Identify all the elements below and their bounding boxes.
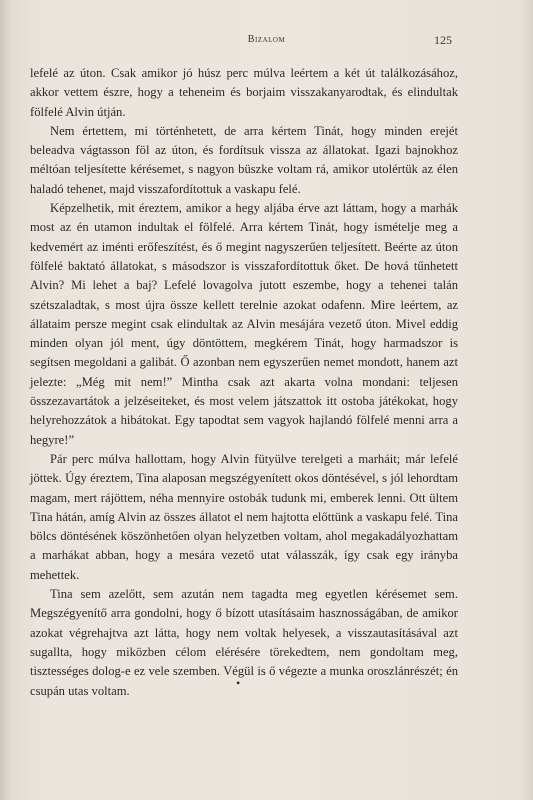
running-head: Bizalom (247, 34, 286, 45)
paragraph: Tina sem azelőtt, sem azután nem tagadta meg egyetlen kérésemet sem. Megszégyenítő arra gondolni, hogy ő bízott utasításaim hasznosságában, de amikor azokat végrehajtva azt látta, hogy nem voltak helyesek, a visszautasításával azt sugallta, hogy miközben célom elérésére törekedtem, nem gondoltam meg, tisztességes dolog-e ez vele szemben. Végül is ő végezte a munka oroszlánrészét; én csupán utas voltam. (30, 587, 458, 698)
page-number: 125 (434, 33, 452, 47)
section-ornament: • (236, 676, 241, 690)
paragraph: Képzelhetik, mit éreztem, amikor a hegy aljába érve azt láttam, hogy a marhák most az én utamon indultak el fölfelé. Arra kértem Tinát, hogy ismételje meg a kedvemért az iménti erőfeszítést, és ő megint nagyszerűen teljesített. Beérte az úton fölfelé baktató állatokat, s másodszor is visszafordítottuk őket. De hová tűnhetett Alvin? Mi lehet a baj? Lefelé lovagolva jutott eszembe, hogy a tehenei talán szétszaladtak, s most újra össze kellett terelnie azokat odafenn. Mire leértem, az állataim persze megint csak elindultak az Alvin mesájára vezető úton. Mivel eddig minden olyan jól ment, úgy döntöttem, megkérem Tinát, hogy harmadszor is segítsen megoldani a galibát. Ő azonban nem egyszerűen nemet mondott, hanem azt jelezte: „Még mit nem!” Mintha csak azt akarta volna mondani: teljesen összezavartátok a jelzéseiteket, és most velem játszattok itt ostoba játékokat, hogy helyrehozzátok a hibátokat. Egy tapodtat sem vagyok hajlandó fölfelé menni arra a hegyre!” (30, 201, 458, 447)
body-text (30, 64, 458, 701)
paragraph: lefelé az úton. Csak amikor jó húsz perc múlva leértem a két út találkozásához, akkor vettem észre, hogy a teheneim és borjaim visszakanyarodtak, és elindultak fölfelé Alvin útján. (30, 66, 458, 119)
paragraph: Pár perc múlva hallottam, hogy Alvin fütyülve terelgeti a marháit; már lefelé jöttek. Úgy éreztem, Tina alaposan megszégyenített okos döntésével, s jól lehordtam magam, mert rájöttem, néha mennyire ostobák tudunk mi, emberek lenni. Ott ültem Tina hátán, amíg Alvin az összes állatot el nem hajtotta előttünk a vaskapu felé. Tina bölcs döntésének köszönhetően olyan helyzetben voltam, ahol megakadályozhattam a marhákat abban, hogy a mesára vezető utat válasszák, így csak egy irányba mehettek. (30, 451, 458, 582)
paragraph: Nem értettem, mi történhetett, de arra kértem Tinát, hogy minden erejét beleadva vágtasson föl az úton, és fordítsuk vissza az állatokat. Igazi bajnokhoz méltóan teljesítette kérésemet, s nagyon büszke voltam rá, amikor utolértük az élen haladó tehenet, majd visszafordítottuk a vaskapu felé. (30, 123, 458, 196)
